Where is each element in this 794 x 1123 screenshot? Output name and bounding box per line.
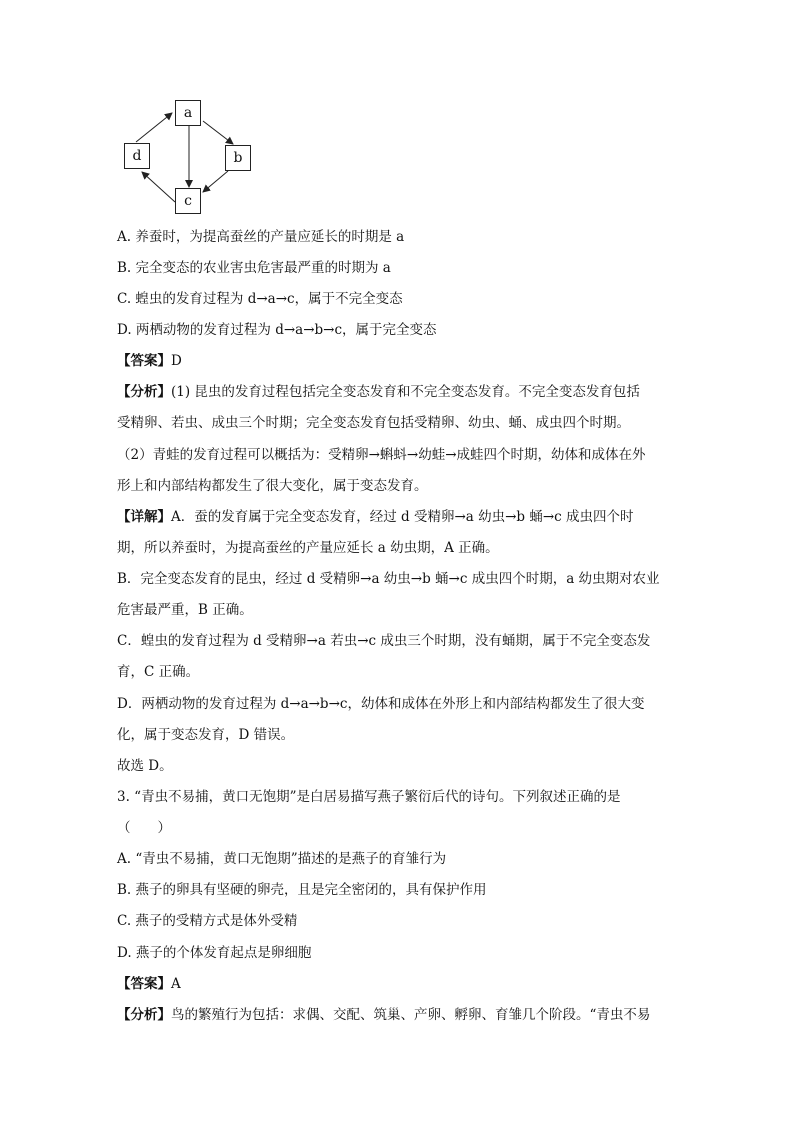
q2-detail-line-3: B．完全变态发育的昆虫，经过 d 受精卵→a 幼虫→b 蛹→c 成虫四个时期，a 幼虫期对农业 xyxy=(117,571,660,587)
detail-text: A．蚕的发育属于完全变态发育，经过 d 受精卵→a 幼虫→b 蛹→c 成虫四个时 xyxy=(171,509,634,525)
q2-detail-line-1 xyxy=(117,511,634,525)
q2-detail-line-8: 化，属于变态发育，D 错误。 xyxy=(117,727,295,743)
q3-stem: 3. “青虫不易捕，黄口无饱期”是白居易描写燕子繁衍后代的诗句。下列叙述正确的是 xyxy=(117,789,621,805)
q2-option-d: D. 两栖动物的发育过程为 d→a→b→c，属于完全变态 xyxy=(117,322,437,338)
q2-detail-line-2: 期，所以养蚕时，为提高蚕丝的产量应延长 a 幼虫期，A 正确。 xyxy=(117,540,499,556)
q3-stem-blank: （ ） xyxy=(117,820,171,836)
q2-detail-line-7: D．两栖动物的发育过程为 d→a→b→c，幼体和成体在外形上和内部结构都发生了很大变 xyxy=(117,696,645,712)
analysis-label: 【分析】 xyxy=(117,384,171,400)
q2-conclusion: 故选 D。 xyxy=(117,758,173,774)
answer-value: A xyxy=(171,976,181,992)
node-b: b xyxy=(225,145,251,171)
q3-option-d: D. 燕子的个体发育起点是卵细胞 xyxy=(117,945,312,961)
node-c: c xyxy=(175,188,201,214)
arrow-a-to-b xyxy=(203,121,233,144)
q2-analysis-line-2: 受精卵、若虫、成虫三个时期；完全变态发育包括受精卵、幼虫、蛹、成虫四个时期。 xyxy=(117,415,630,431)
arrow-b-to-c xyxy=(203,171,228,192)
q2-detail-line-4: 危害最严重，B 正确。 xyxy=(117,602,253,618)
development-cycle-diagram xyxy=(117,95,257,220)
q3-option-a: A. “青虫不易捕，黄口无饱期”描述的是燕子的育雏行为 xyxy=(117,851,447,867)
q2-detail-line-6: 育，C 正确。 xyxy=(117,664,200,680)
answer-value: D xyxy=(171,353,182,369)
q2-analysis-line-4: 形上和内部结构都发生了很大变化，属于变态发育。 xyxy=(117,478,428,494)
q2-analysis-line-1 xyxy=(117,386,640,400)
q2-analysis-line-3: （2）青蛙的发育过程可以概括为：受精卵→蝌蚪→幼蛙→成蛙四个时期，幼体和成体在外 xyxy=(117,447,646,463)
q3-analysis xyxy=(117,1009,650,1023)
node-d: d xyxy=(124,143,150,169)
arrow-d-to-a xyxy=(136,113,172,142)
q2-answer xyxy=(117,355,182,369)
analysis-text: (1) 昆虫的发育过程包括完全变态发育和不完全变态发育。不完全变态发育包括 xyxy=(171,384,640,400)
node-a: a xyxy=(175,100,201,126)
q3-answer xyxy=(117,978,181,992)
q2-option-a: A. 养蚕时，为提高蚕丝的产量应延长的时期是 a xyxy=(117,229,405,245)
q2-option-c: C. 蝗虫的发育过程为 d→a→c，属于不完全变态 xyxy=(117,291,403,307)
q3-option-b: B. 燕子的卵具有坚硬的卵壳，且是完全密闭的，具有保护作用 xyxy=(117,882,487,898)
q2-detail-line-5: C．蝗虫的发育过程为 d 受精卵→a 若虫→c 成虫三个时期，没有蛹期，属于不完全变态发 xyxy=(117,633,651,649)
q2-option-b: B. 完全变态的农业害虫危害最严重的时期为 a xyxy=(117,260,391,276)
analysis-label: 【分析】 xyxy=(117,1007,171,1023)
analysis-text: 鸟的繁殖行为包括：求偶、交配、筑巢、产卵、孵卵、育雏几个阶段。“青虫不易 xyxy=(171,1007,651,1023)
arrow-c-to-d xyxy=(142,172,175,202)
answer-label: 【答案】 xyxy=(117,353,171,369)
q3-option-c: C. 燕子的受精方式是体外受精 xyxy=(117,913,298,929)
answer-label: 【答案】 xyxy=(117,976,171,992)
detail-label: 【详解】 xyxy=(117,509,171,525)
